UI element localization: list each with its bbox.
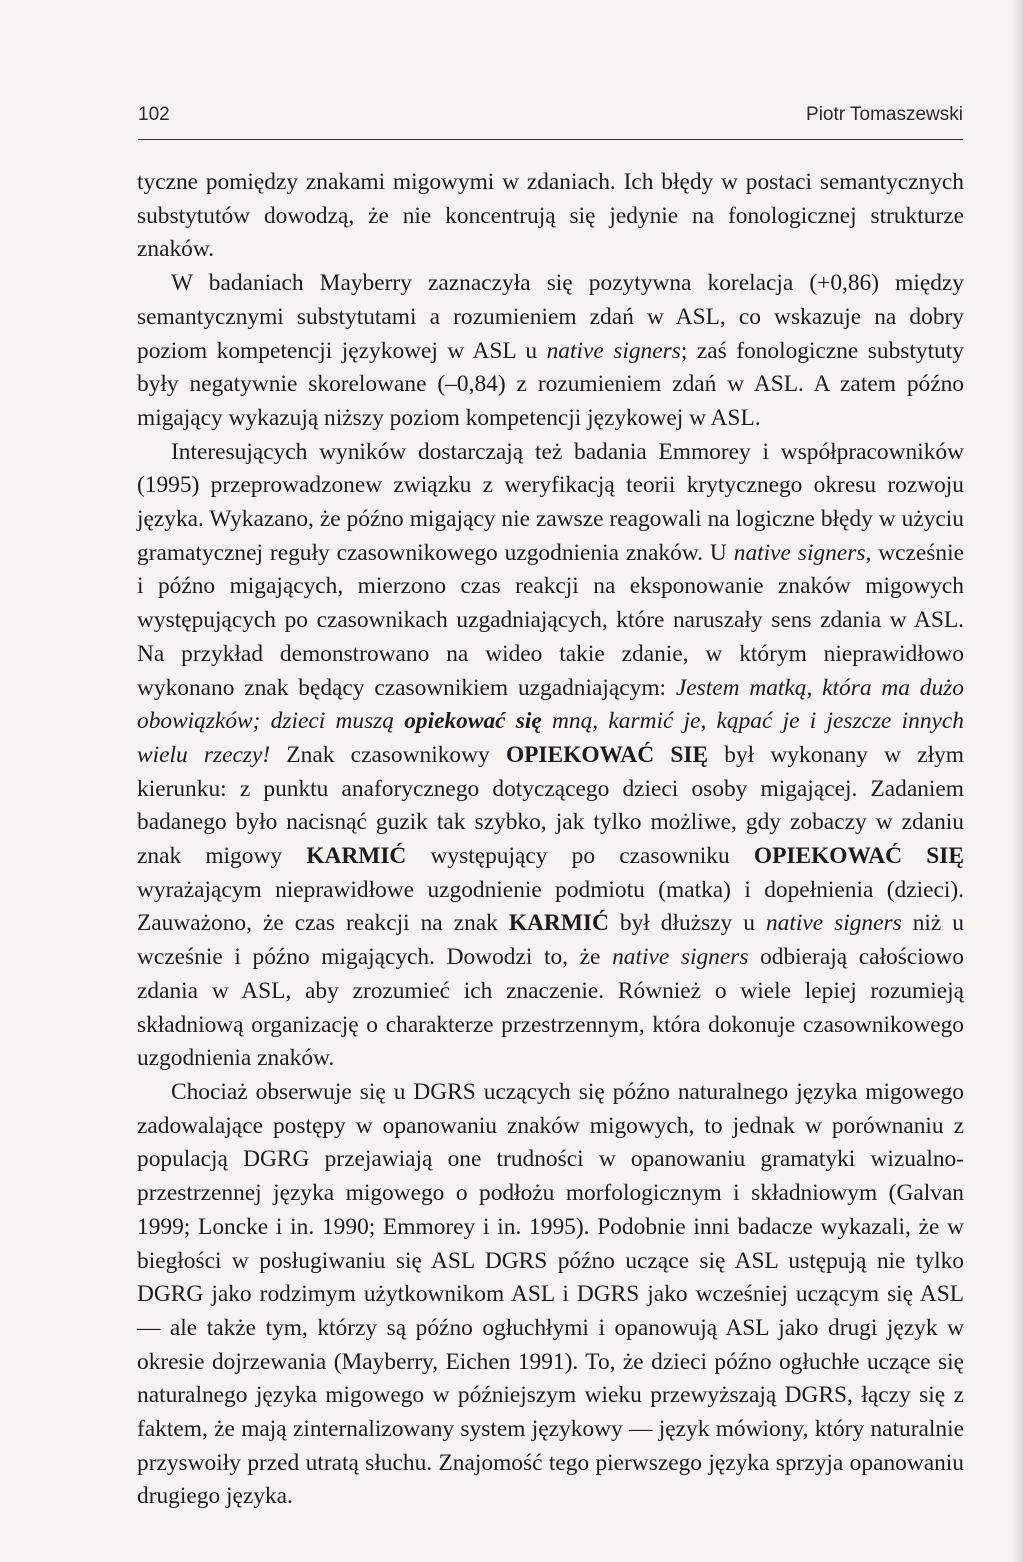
text-run: był dłuższy u (608, 910, 766, 937)
sign-gloss: KARMIĆ (306, 843, 407, 870)
page-edge-shadow (1010, 0, 1024, 1562)
sign-gloss: OPIEKOWAĆ SIĘ (505, 741, 709, 768)
body-text (137, 166, 964, 1514)
sign-gloss: KARMIĆ (508, 910, 609, 937)
bold-italic-text: opiekować się (404, 708, 542, 735)
paragraph (137, 267, 964, 436)
italic-text: Jestem matką, która ma dużo obowiązków; dzieci muszą (137, 674, 964, 735)
text-run: występujący po czasowniku (406, 843, 754, 870)
text-run: wyrażającym nieprawidłowe uzgodnienie podmiotu (matka) i dopełnienia (dzieci). Zauważono, że czas reakcji na znak (137, 876, 964, 937)
text-run: ; zaś fonologiczne substytuty były negatywnie skorelowane (–0,84) z rozumieniem zdań w ASL. A zatem późno migający wykazują niższy poziom kompetencji językowej w ASL. (137, 337, 964, 431)
header-rule (138, 139, 963, 140)
text-run: Interesujących wyników dostarczają też badania Emmorey i współpracowników (1995) przeprowadzonew związku z weryfikacją teorii krytycznego okresu rozwoju języka. Wykazano, że późno migający nie zawsze reagowali na logiczne błędy w użyciu gramatycznej reguły czasownikowego uzgodnienia znaków. U (137, 438, 964, 566)
italic-text: native signers (612, 944, 749, 971)
page-number: 102 (138, 104, 170, 125)
text-run: W badaniach Mayberry zaznaczyła się pozytywna korelacja (+0,86) między semantycznymi substytutami a rozumieniem zdań w ASL, co wskazuje na dobry poziom kompetencji językowej w ASL u (137, 270, 964, 364)
italic-text: native signers (733, 539, 866, 566)
italic-text: native signers (546, 337, 681, 364)
text-run: Znak czasownikowy (270, 741, 506, 768)
paragraph (137, 166, 964, 267)
sign-gloss: OPIEKOWAĆ SIĘ (753, 843, 965, 870)
text-run: niż u wcześnie i późno migających. Dowodzi to, że (137, 910, 964, 971)
paragraph (137, 436, 964, 1076)
italic-text: native signers (765, 910, 902, 937)
text-run: Chociaż obserwuje się u DGRS uczących się późno naturalnego języka migowego zadowalające postępy w opanowaniu znaków migowych, to jednak w porównaniu z populacją DGRG przejawiają one trudności w opanowaniu gramatyki wizualno-przestrzennej języka migowego o podłożu morfologicznym i składniowym (Galvan 1999; Loncke i in. 1990; Emmorey i in. 1995). Podobnie inni badacze wykazali, że w biegłości w posługiwaniu się ASL DGRS późno uczące się ASL ustępują nie tylko DGRG jako rodzimym użytkownikom ASL i DGRS jako wcześniej uczącym się ASL — ale także tym, którzy są późno ogłuchłymi i opanowują ASL jako drugi język w okresie dojrzewania (Mayberry, Eichen 1991). To, że dzieci późno ogłuchłe uczące się naturalnego języka migowego w późniejszym wieku przewyższają DGRS, łączy się z faktem, że mają zinternalizowany system językowy — język mówiony, który naturalnie przyswoiły przed utratą słuchu. Znajomość tego pierwszego języka sprzyja opanowaniu drugiego języka. (137, 1078, 964, 1510)
text-run: , wcześnie i późno migających, mierzono czas reakcji na eksponowanie znaków migowych występujących po czasownikach uzgadniających, które naruszały sens zdania w ASL. Na przykład demonstrowano na wideo takie zdanie, w którym nieprawidłowo wykonano znak będący czasownikiem uzgadniającym: (137, 539, 964, 701)
emphasis (404, 708, 542, 734)
running-header (138, 104, 963, 138)
text-run: odbierają całościowo zdania w ASL, aby zrozumieć ich znaczenie. Również o wiele lepiej rozumieją składniową organizację o charakterze przestrzennym, która dokonuje czasownikowego uzgodnienia znaków. (137, 944, 964, 1072)
text-run: tyczne pomiędzy znakami migowymi w zdaniach. Ich błędy w postaci semantycznych substytutów dowodzą, że nie koncentrują się jedynie na fonologicznej strukturze znaków. (137, 169, 964, 263)
paragraph (137, 1076, 964, 1514)
running-author: Piotr Tomaszewski (806, 104, 963, 125)
text-run: był wykonany w złym kierunku: z punktu anaforycznego dotyczącego dzieci osoby migającej. Zadaniem badanego było nacisnąć guzik tak szybko, jak tylko możliwe, gdy zobaczy w zdaniu znak migowy (137, 741, 964, 870)
italic-text: mną, karmić je, kąpać je i jeszcze innych wielu rzeczy! (137, 708, 965, 768)
